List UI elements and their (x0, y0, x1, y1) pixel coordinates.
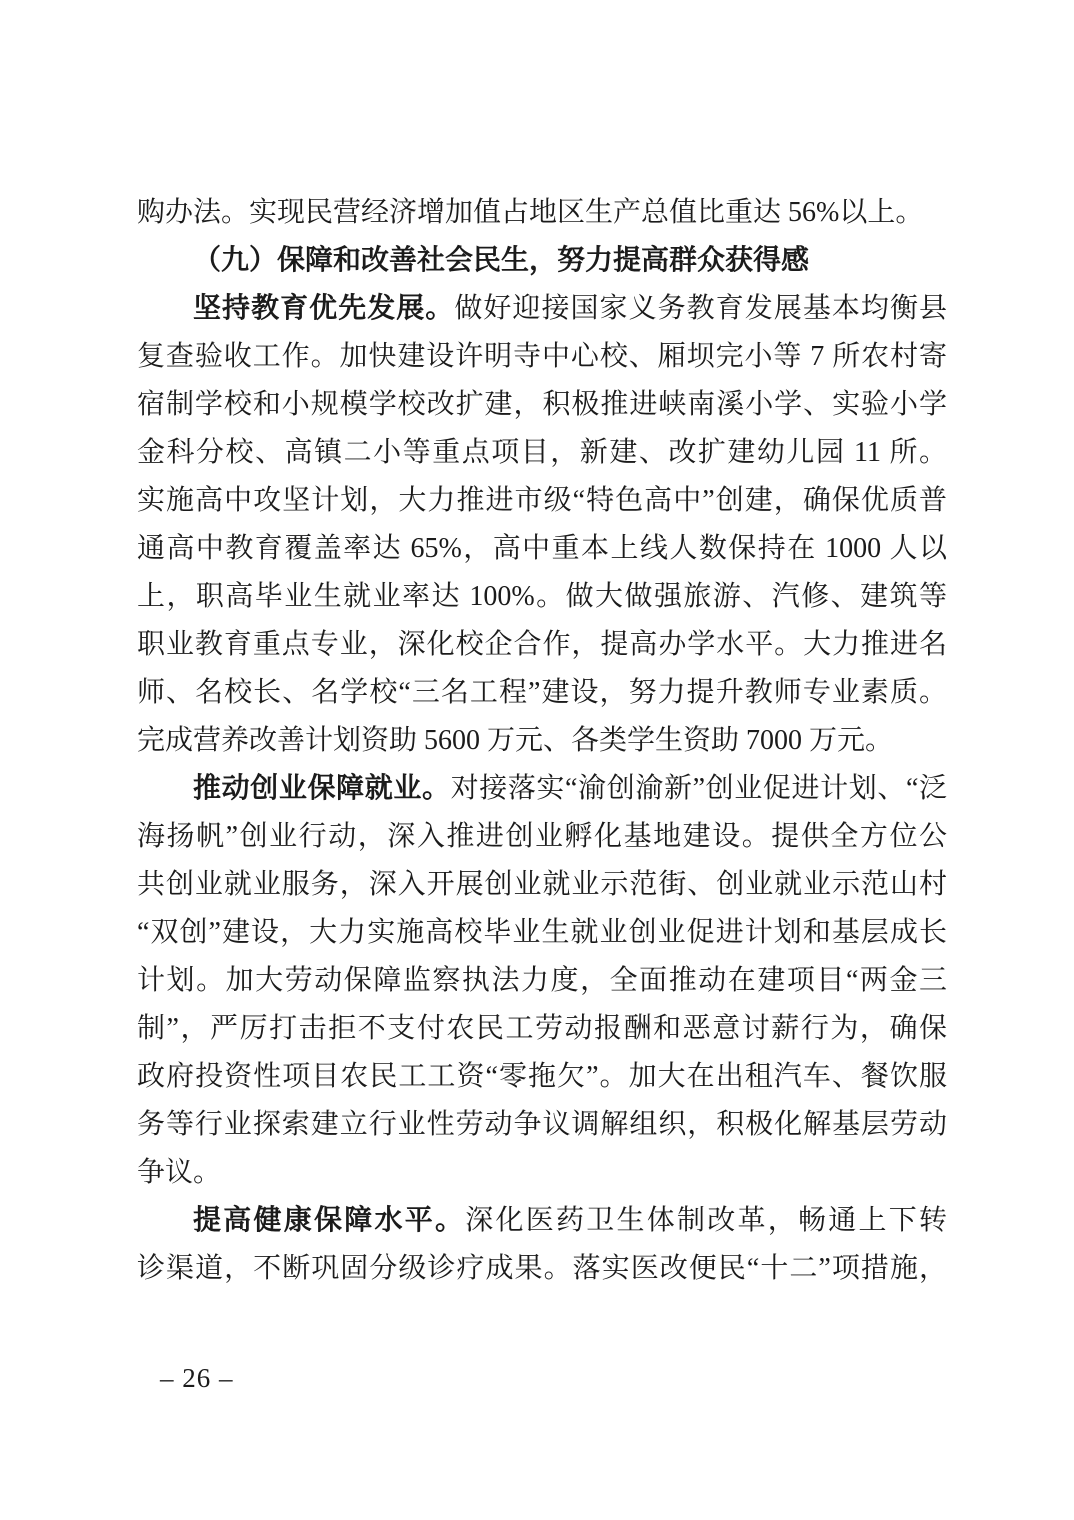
line-text: 共创业就业服务，深入开展创业就业示范街、创业就业示范山村 (137, 869, 947, 900)
line-text: “双创”建设，大力实施高校毕业生就业创业促进计划和基层成长 (137, 917, 947, 948)
text-line (137, 189, 947, 237)
text-line (137, 381, 947, 429)
text-line (137, 1245, 947, 1293)
line-text: 上，职高毕业生就业率达 100%。做大做强旅游、汽修、建筑等 (137, 581, 947, 612)
text-line (137, 1005, 947, 1053)
line-text: （九）保障和改善社会民生，努力提高群众获得感 (193, 245, 810, 276)
paragraph-lead: 推动创业保障就业。 (193, 773, 451, 804)
text-line (137, 1197, 947, 1245)
line-text: 争议。 (137, 1157, 222, 1188)
line-text: 复查验收工作。加快建设许明寺中心校、厢坝完小等 7 所农村寄 (137, 341, 947, 372)
paragraph-lead: 提高健康保障水平。 (193, 1205, 466, 1236)
line-text: 诊渠道，不断巩固分级诊疗成果。落实医改便民“十二”项措施， (137, 1253, 947, 1284)
text-line (137, 573, 947, 621)
text-line (137, 861, 947, 909)
line-text: 务等行业探索建立行业性劳动争议调解组织，积极化解基层劳动 (137, 1109, 947, 1140)
line-text: 海扬帆”创业行动，深入推进创业孵化基地建设。提供全方位公 (137, 821, 947, 852)
line-text: 通高中教育覆盖率达 65%，高中重本上线人数保持在 1000 人以 (137, 533, 947, 564)
line-text: 宿制学校和小规模学校改扩建，积极推进峡南溪小学、实验小学 (137, 389, 947, 420)
line-text: 做好迎接国家义务教育发展基本均衡县 (454, 293, 947, 324)
text-line (137, 957, 947, 1005)
text-line (137, 621, 947, 669)
text-line (137, 1101, 947, 1149)
line-text: 深化医药卫生体制改革，畅通上下转 (465, 1205, 947, 1236)
line-text: 实施高中攻坚计划，大力推进市级“特色高中”创建，确保优质普 (137, 485, 947, 516)
text-line (137, 429, 947, 477)
section-heading-line (137, 237, 947, 285)
text-line (137, 765, 947, 813)
text-line (137, 333, 947, 381)
line-text: 完成营养改善计划资助 5600 万元、各类学生资助 7000 万元。 (137, 725, 894, 756)
line-text: 计划。加大劳动保障监察执法力度，全面推动在建项目“两金三 (137, 965, 947, 996)
text-line (137, 525, 947, 573)
paragraph-lead: 坚持教育优先发展。 (193, 293, 455, 324)
text-line (137, 717, 947, 765)
page-number: – 26 – (160, 1363, 234, 1393)
line-text: 职业教育重点专业，深化校企合作，提高办学水平。大力推进名 (137, 629, 947, 660)
line-text: 对接落实“渝创渝新”创业促进计划、“泛 (450, 773, 947, 804)
line-text: 金科分校、高镇二小等重点项目，新建、改扩建幼儿园 11 所。 (137, 437, 947, 468)
line-text: 制”，严厉打击拒不支付农民工劳动报酬和恶意讨薪行为，确保 (137, 1013, 947, 1044)
text-line (137, 1053, 947, 1101)
text-line (137, 669, 947, 717)
document-body (137, 189, 947, 1293)
line-text: 师、名校长、名学校“三名工程”建设，努力提升教师专业素质。 (137, 677, 947, 708)
text-line (137, 477, 947, 525)
line-text: 购办法。实现民营经济增加值占地区生产总值比重达 56%以上。 (137, 197, 924, 228)
text-line (137, 909, 947, 957)
line-text: 政府投资性项目农民工工资“零拖欠”。加大在出租汽车、餐饮服 (137, 1061, 947, 1092)
text-line (137, 1149, 947, 1197)
text-line (137, 285, 947, 333)
text-line (137, 813, 947, 861)
